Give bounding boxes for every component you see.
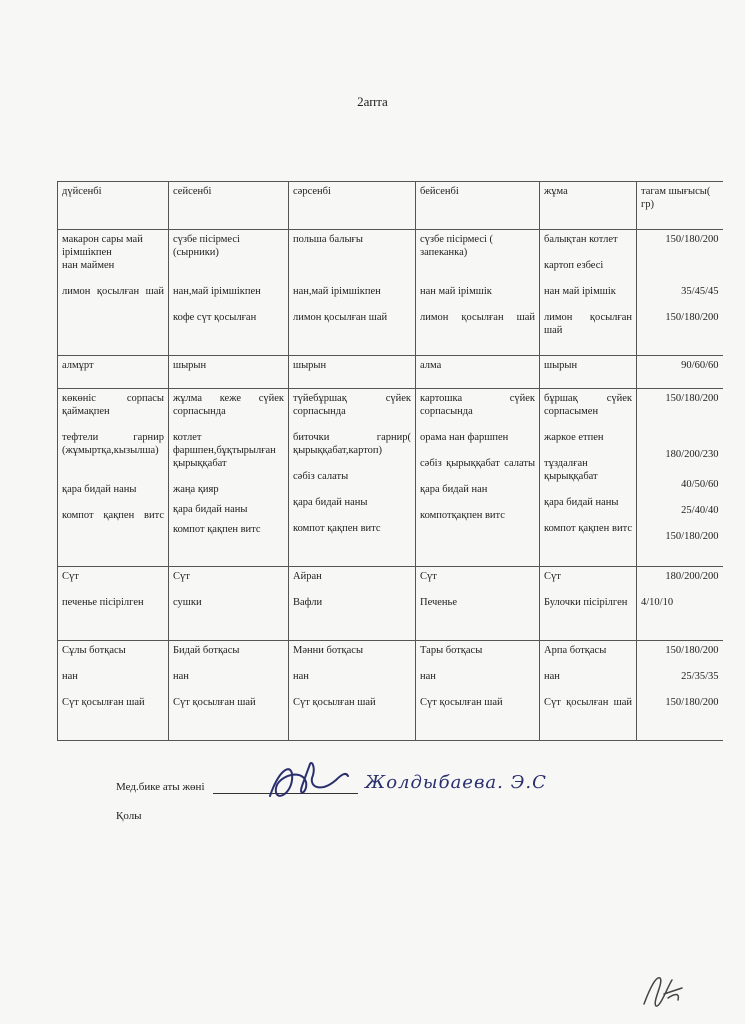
signature-label: Қолы [116, 810, 142, 822]
menu-cell [416, 230, 540, 356]
dish: Арпа ботқасы [544, 645, 607, 656]
portion: 180/200/200 [665, 571, 719, 582]
dish: Сүт қосылған шай [293, 697, 376, 708]
menu-cell: алмұрт [58, 356, 169, 389]
dish: биточки гарнир( қырыққабат,картоп) [293, 432, 411, 456]
dish: Сүт [62, 571, 79, 582]
menu-cell [58, 641, 169, 741]
dish: Сүт қосылған шай [420, 697, 503, 708]
dish: нан [173, 671, 189, 682]
dish: жаңа қияр [173, 484, 219, 495]
menu-cell [416, 641, 540, 741]
dish: кофе сүт қосылған [173, 312, 257, 323]
dish: Мәнни ботқасы [293, 645, 363, 656]
menu-cell: шырын [169, 356, 289, 389]
dish: орама нан фаршпен [420, 432, 509, 443]
dish: Печенье [420, 597, 457, 608]
dish: нан [62, 671, 78, 682]
dish: лимон қосылған шай [62, 286, 164, 297]
dish: Сүт [420, 571, 437, 582]
dish: компот қақпен витс [293, 523, 381, 534]
dish: жұлма кеже сүйек сорпасында [173, 393, 284, 417]
dish: Сүт [173, 571, 190, 582]
menu-cell: шырын [289, 356, 416, 389]
table-row [58, 230, 723, 356]
portion: 4/10/10 [641, 597, 674, 608]
dish: Бидай ботқасы [173, 645, 240, 656]
dish: Тары ботқасы [420, 645, 483, 656]
dish: сүзбе пісірмесі ( запеканка) [420, 234, 494, 258]
dish: балықтан котлет [544, 234, 618, 245]
portion: 25/35/35 [681, 671, 719, 682]
dish: Сұлы ботқасы [62, 645, 126, 656]
nurse-name-handwritten: Жолдыбаева. Э.С [365, 772, 547, 793]
table-row [58, 567, 723, 641]
menu-cell [289, 641, 416, 741]
dish: лимон қосылған шай [293, 312, 388, 323]
portion: 35/45/45 [681, 286, 719, 297]
menu-cell [416, 389, 540, 567]
menu-cell [540, 389, 637, 567]
dish: тефтели гарнир (жұмыртқа,кызылша) [62, 432, 164, 456]
dish: макарон сары май ірімшікпен [62, 234, 143, 258]
dish: лимон қосылған шай [420, 312, 535, 323]
menu-cell [289, 389, 416, 567]
dish: нан май ірімшік [420, 286, 492, 297]
table-row [58, 641, 723, 741]
dish: нан [293, 671, 309, 682]
portion-cell: 90/60/60 [637, 356, 723, 389]
dish: нан [420, 671, 436, 682]
dish: картошка сүйек сорпасында [420, 393, 535, 417]
dish: компот қақпен витс [62, 510, 164, 521]
menu-cell [540, 567, 637, 641]
menu-cell [169, 230, 289, 356]
dish: Сүт қосылған шай [62, 697, 145, 708]
menu-cell: шырын [540, 356, 637, 389]
dish: Булочки пісірілген [544, 597, 628, 608]
portion-cell [637, 641, 723, 741]
dish: қара бидай наны [544, 497, 619, 508]
day-header: сейсенбі [169, 182, 289, 230]
menu-cell [58, 230, 169, 356]
dish: нан май ірімшік [544, 286, 616, 297]
dish: Сүт [544, 571, 561, 582]
dish: нан маймен [62, 260, 115, 271]
dish: тұздалған қырыққабат [544, 458, 598, 482]
initials-mark [638, 968, 686, 1012]
menu-cell [169, 389, 289, 567]
portion-cell [637, 567, 723, 641]
portion: 40/50/60 [681, 479, 719, 490]
table-row [58, 389, 723, 567]
dish: нан,май ірімшікпен [173, 286, 261, 297]
nurse-name-label: Мед.бике аты жөні [116, 781, 205, 793]
dish: жаркое етпен [544, 432, 604, 443]
dish: польша балығы [293, 234, 363, 245]
menu-cell [540, 641, 637, 741]
page-title: 2апта [357, 94, 388, 109]
menu-cell [416, 567, 540, 641]
dish: Айран [293, 571, 322, 582]
dish: нан [544, 671, 560, 682]
dish: компотқақпен витс [420, 510, 505, 521]
menu-table [57, 181, 723, 741]
dish: сүзбе пісірмесі (сырники) [173, 234, 240, 258]
menu-cell [169, 567, 289, 641]
table-row [58, 356, 723, 389]
portion: 150/180/200 [665, 531, 719, 542]
dish: қара бидай наны [62, 484, 137, 495]
dish: бұршақ сүйек сорпасымен [544, 393, 632, 417]
day-header: жұма [540, 182, 637, 230]
handwritten-signature [262, 758, 352, 814]
portion-cell [637, 389, 723, 567]
portion: 150/180/200 [665, 234, 719, 245]
dish: Сүт қосылған шай [544, 697, 632, 708]
dish: көкөніс сорпасы қаймақпен [62, 393, 164, 417]
dish: Вафли [293, 597, 323, 608]
portion: 150/180/200 [665, 393, 719, 404]
dish: лимон қосылған шай [544, 312, 632, 336]
menu-cell [540, 230, 637, 356]
dish: Сүт қосылған шай [173, 697, 256, 708]
dish: сәбіз салаты [293, 471, 349, 482]
day-header: дүйсенбі [58, 182, 169, 230]
menu-cell: алма [416, 356, 540, 389]
dish: котлет фаршпен,бұқтырылған қырыққабат [173, 432, 276, 469]
menu-cell [58, 389, 169, 567]
portion: 180/200/230 [665, 449, 719, 460]
portion-cell [637, 230, 723, 356]
dish: қара бидай наны [173, 504, 248, 515]
day-header: бейсенбі [416, 182, 540, 230]
portion: 150/180/200 [665, 312, 719, 323]
menu-cell [289, 230, 416, 356]
dish: картоп езбесі [544, 260, 604, 271]
dish: печенье пісірілген [62, 597, 144, 608]
dish: сәбіз қырыққабат салаты [420, 458, 535, 469]
menu-cell [169, 641, 289, 741]
dish: сушки [173, 597, 202, 608]
dish: қара бидай нан [420, 484, 488, 495]
menu-cell [58, 567, 169, 641]
portion: 150/180/200 [665, 645, 719, 656]
day-header: сәрсенбі [289, 182, 416, 230]
portion-header: тагам шығысы( гр) [637, 182, 723, 230]
menu-cell [289, 567, 416, 641]
dish: компот қақпен витс [173, 524, 261, 535]
portion: 150/180/200 [665, 697, 719, 708]
dish: нан,май ірімшікпен [293, 286, 381, 297]
table-header-row [58, 182, 723, 230]
portion: 25/40/40 [681, 505, 719, 516]
dish: компот қақпен витс [544, 523, 632, 534]
dish: түйебұршақ сүйек сорпасында [293, 393, 411, 417]
dish: қара бидай наны [293, 497, 368, 508]
